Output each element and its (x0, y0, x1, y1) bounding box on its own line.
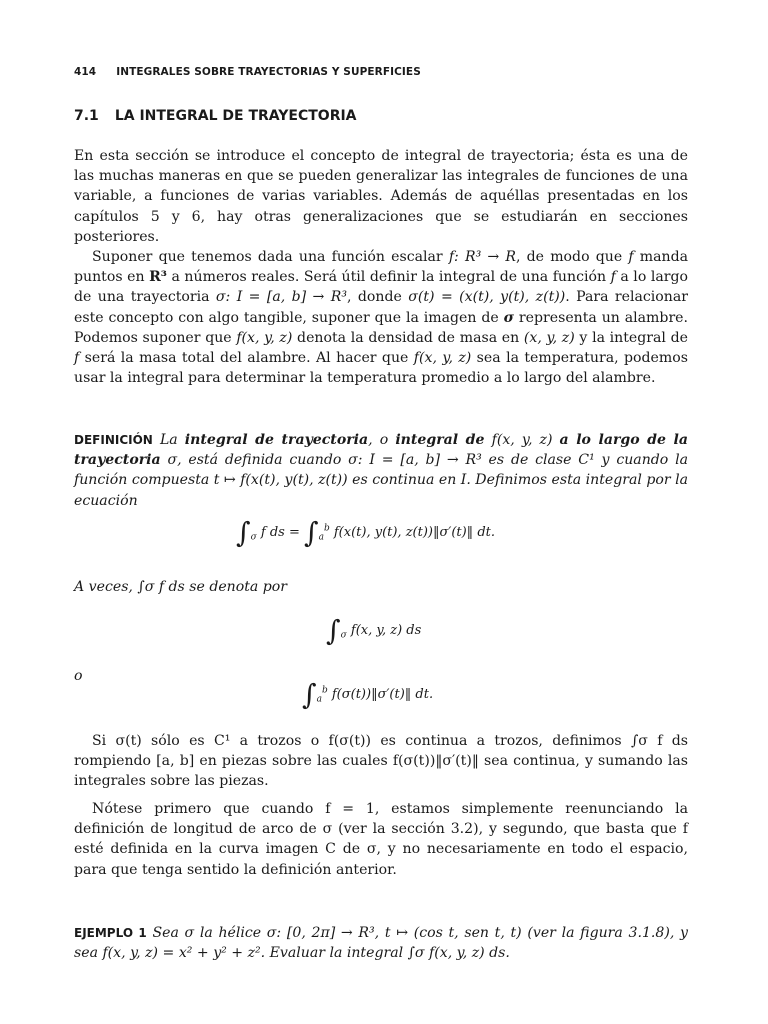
section-number: 7.1 (74, 108, 99, 124)
integral-lower-limit: σ (250, 532, 257, 543)
integral-lower-limit: a (318, 532, 324, 543)
section-title: LA INTEGRAL DE TRAYECTORIA (114, 108, 357, 124)
after-definition-paragraph-1: Si σ(t) sólo es C¹ a trozos o f(σ(t)) es continua a trozos, definimos ∫σ f ds rompiendo [a, b] en piezas sobre las cuales f(σ(t))‖σ′(t)‖ sea continua, y sumando las integrales sobre las piezas. (74, 733, 688, 790)
equation-rhs: f(x(t), y(t), z(t))‖σ′(t)‖ dt. (333, 525, 495, 540)
equation-2 (326, 614, 421, 647)
integral-upper-limit: b (321, 685, 328, 696)
definition-equation (236, 516, 495, 549)
section-heading (74, 108, 357, 124)
integral-lower-limit: σ (340, 630, 347, 641)
intro-paragraph-2: Suponer que tenemos dada una función escalar f: R³ → R, de modo que f manda puntos en R³ a números reales. Será útil definir la integral de una función f a lo largo de una trayectoria σ: I = [a, b] → R³, donde σ(t) = (x(t), y(t), z(t)). Para relacionar este concepto con algo tangible, suponer que la imagen de σ representa un alambre. Podemos suponer que f(x, y, z) denota la densidad de masa en (x, y, z) y la integral de f será la masa total del alambre. Al hacer que f(x, y, z) sea la temperatura, podemos usar la integral para determinar la temperatura promedio a lo largo del alambre. (74, 249, 689, 387)
running-head (74, 66, 421, 78)
equation-3 (302, 678, 433, 711)
integral-lower-limit: a (316, 694, 322, 705)
definition-label: DEFINICIÓN (74, 433, 153, 447)
chapter-title: INTEGRALES SOBRE TRAYECTORIAS Y SUPERFICIES (116, 66, 421, 78)
intro-paragraph-1: En esta sección se introduce el concepto de integral de trayectoria; ésta es una de las muchas maneras en que se pueden generalizar las integrales de funciones de una variable, a funciones de varias variables. Además de aquéllas presentadas en los capítulos 5 y 6, hay otras generalizaciones que se estudiarán en secciones posteriores. (74, 148, 688, 245)
integral-sign: ∫ (302, 678, 317, 711)
a-veces-line: A veces, ∫σ f ds se denota por (74, 579, 288, 595)
page-number: 414 (74, 66, 97, 78)
definition-block: DEFINICIÓN La integral de trayectoria, o integral de f(x, y, z) a lo largo de la trayectoria σ, está definida cuando σ: I = [a, b] → R³ es de clase C¹ y cuando la función compuesta t ↦ f(x(t), y(t), z(t)) es continua en I. Definimos esta integral por la ecuación (74, 432, 688, 509)
equation-lhs: f ds = (260, 525, 304, 540)
after-definition-paragraph-2: Nótese primero que cuando f = 1, estamos simplemente reenunciando la definición de longitud de arco de σ (ver la sección 3.2), y segundo, que basta que f esté definida en la curva imagen C de σ, y no necesariamente en todo el espacio, para que tenga sentido la definición anterior. (74, 801, 688, 878)
example-label: EJEMPLO 1 (74, 926, 147, 940)
integral-upper-limit: b (323, 523, 330, 534)
integral-sign: ∫ (236, 516, 251, 549)
o-line: o (74, 668, 83, 684)
integral-sign: ∫ (304, 516, 319, 549)
example-text: Sea σ la hélice σ: [0, 2π] → R³, t ↦ (cos t, sen t, t) (ver la figura 3.1.8), y sea f(x, y, z) = x² + y² + z². Evaluar la integral ∫σ f(x, y, z) ds. (74, 925, 689, 962)
equation-2-body: f(x, y, z) ds (350, 623, 422, 638)
term-path-integral: integral de trayectoria (184, 432, 369, 448)
equation-3-body: f(σ(t))‖σ′(t)‖ dt. (331, 687, 434, 702)
example-block (74, 923, 688, 963)
integral-sign: ∫ (326, 614, 341, 647)
